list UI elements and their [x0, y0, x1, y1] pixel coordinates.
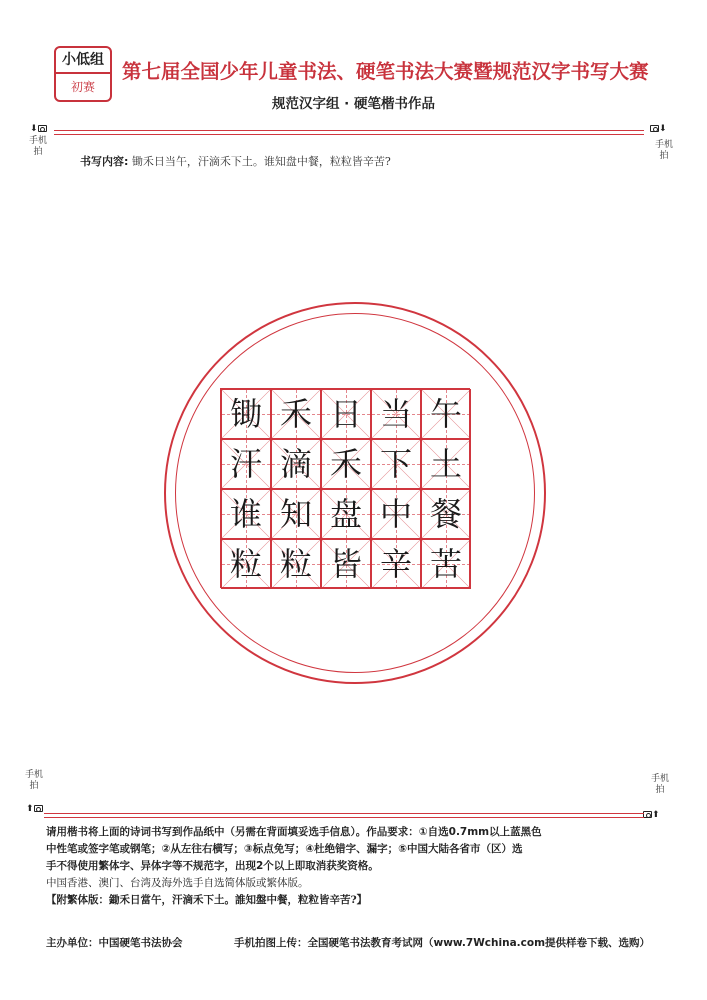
- grid-cell: [371, 389, 421, 439]
- badge-group-label: 小低组: [56, 48, 110, 74]
- instructions-line: 手不得使用繁体字、异体字等不规范字，出现2个以上即取消获奖资格。: [46, 860, 379, 872]
- bottom-right-capture-mark: [643, 810, 660, 820]
- instructions-block: [46, 824, 646, 909]
- grid-character: 午: [429, 395, 462, 433]
- grid-character: 谁: [229, 495, 262, 533]
- grid-character: 禾: [279, 395, 312, 433]
- grid-character: 中: [379, 495, 412, 533]
- camera-icon: [38, 125, 47, 132]
- grid-cell: [221, 489, 271, 539]
- grid-cell: [371, 539, 421, 589]
- page-title: 第七届全国少年儿童书法、硬笔书法大赛暨规范汉字书写大赛: [122, 60, 649, 83]
- grid-character: 土: [429, 445, 462, 483]
- grid-character: 滴: [279, 445, 312, 483]
- writing-content-text: 锄禾日当午，汗滴禾下土。谁知盘中餐，粒粒皆辛苦?: [131, 155, 391, 168]
- up-arrow-icon: ⬆: [652, 810, 660, 820]
- grid-cell: [271, 539, 321, 589]
- down-arrow-icon: ⬇: [30, 124, 38, 134]
- grid-character: 下: [379, 445, 412, 483]
- instructions-line: 中国香港、澳门、台湾及海外选手自选简体版或繁体版。: [46, 877, 309, 889]
- bottom-left-capture-mark: [26, 804, 43, 814]
- top-left-phone-label: 手机拍: [28, 136, 47, 157]
- camera-icon: [650, 125, 659, 132]
- grid-character: 粒: [229, 545, 262, 583]
- grid-character: 皆: [329, 545, 362, 583]
- writing-content: [80, 153, 391, 169]
- grid-cell: [421, 489, 471, 539]
- badge-round-label: 初赛: [70, 80, 95, 94]
- grid-cell: [321, 489, 371, 539]
- writing-content-label: 书写内容:: [80, 155, 129, 168]
- grid-character: 锄: [229, 395, 262, 433]
- grid-cell: [371, 439, 421, 489]
- grid-cell: [221, 389, 271, 439]
- calligraphy-grid: [220, 388, 470, 588]
- grid-cell: [321, 439, 371, 489]
- traditional-version-note: 【附繁体版：鋤禾日當午，汗滴禾下土。誰知盤中餐，粒粒皆辛苦?】: [46, 894, 368, 906]
- bottom-right-phone-label: 手机拍: [650, 774, 669, 795]
- grid-cell: [271, 389, 321, 439]
- top-rule-upper: [54, 130, 644, 131]
- grid-cell: [321, 539, 371, 589]
- grid-character: 日: [329, 395, 362, 433]
- grid-cell: [421, 539, 471, 589]
- top-rule-lower: [54, 134, 644, 135]
- camera-icon: [643, 811, 652, 818]
- grid-cell: [221, 539, 271, 589]
- page-subtitle: 规范汉字组 · 硬笔楷书作品: [271, 96, 436, 112]
- grid-cell: [271, 439, 321, 489]
- grid-cell: [321, 389, 371, 439]
- bottom-left-phone-label: 手机拍: [24, 770, 43, 791]
- top-right-phone-label: 手机拍: [654, 140, 673, 161]
- grid-cell: [421, 389, 471, 439]
- grid-character: 盘: [329, 495, 362, 533]
- top-right-capture-mark: [650, 124, 667, 134]
- grid-character: 汗: [229, 445, 262, 483]
- up-arrow-icon: ⬆: [26, 804, 34, 814]
- camera-icon: [34, 805, 43, 812]
- grid-cell: [421, 439, 471, 489]
- instructions-line: 中性笔或签字笔或钢笔；②从左往右横写；③标点免写；④杜绝错字、漏字；⑤中国大陆各省市（区）选: [46, 843, 523, 855]
- bottom-rule-upper: [44, 813, 644, 814]
- grid-character: 粒: [279, 545, 312, 583]
- grid-character: 辛: [379, 545, 412, 583]
- grid-character: 知: [279, 495, 312, 533]
- instructions-line: 请用楷书将上面的诗词书写到作品纸中（另需在背面填妥选手信息）。作品要求：①自选0.7mm以上蓝黑色: [46, 826, 542, 838]
- grid-cell: [271, 489, 321, 539]
- top-left-capture-mark: [30, 124, 47, 134]
- grid-character: 苦: [429, 545, 462, 583]
- upload-info-text: 手机拍图上传：全国硬笔书法教育考试网（www.7Wchina.com提供样卷下载、选购）: [234, 937, 651, 949]
- grid-cell: [221, 439, 271, 489]
- grid-character: 餐: [429, 495, 462, 533]
- grid-character: 禾: [329, 445, 362, 483]
- grid-cell: [371, 489, 421, 539]
- organizer-text: 主办单位：中国硬笔书法协会: [46, 937, 183, 949]
- bottom-rule-lower: [44, 817, 644, 818]
- grid-character: 当: [379, 395, 412, 433]
- down-arrow-icon: ⬇: [659, 124, 667, 134]
